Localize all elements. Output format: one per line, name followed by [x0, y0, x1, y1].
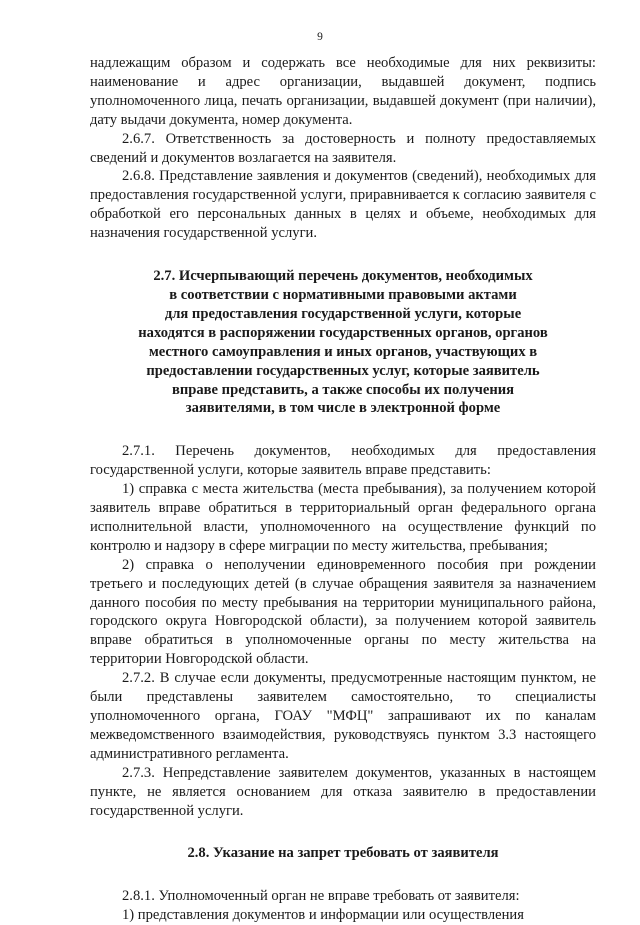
paragraph-2-7-2: 2.7.2. В случае если документы, предусмотренные настоящим пунктом, не были представлены заявителем самостоятельно, то специалисты уполномоченного органа, ГОАУ "МФЦ" запрашивают их по каналам межведомственного взаимодействия, руководствуясь пунктом 3.3 настоящего административного регламента. [90, 670, 596, 762]
page-number: 9 [317, 31, 323, 43]
paragraph-2-6-7: 2.6.7. Ответственность за достоверность и полноту предоставляемых сведений и документов возлагается на заявителя. [90, 130, 596, 166]
paragraph-2-8-1-item-1: 1) представления документов и информации или осуществления [122, 907, 524, 924]
heading-line: в соответствии с нормативными правовыми актами [169, 286, 517, 303]
heading-line: предоставлении государственных услуг, которые заявитель [146, 362, 540, 379]
section-heading-2-8: 2.8. Указание на запрет требовать от заявителя [187, 845, 499, 862]
paragraph-continuation: надлежащим образом и содержать все необходимые для них реквизиты: наименование и адрес организации, выдавшей документ, подпись уполномоченного лица, печать организации, выдавшей документ (при наличии), дату выдачи документа, номер документа. [90, 55, 596, 128]
list-item-1: 1) справка с места жительства (места пребывания), за получением которой заявитель вправе обратиться в территориальный орган федерального органа исполнительной власти, уполномоченного на осуществление функций по контролю и надзору в сфере миграции по месту жительства, пребывания; [90, 481, 596, 554]
heading-line: находятся в распоряжении государственных органов, органов [138, 324, 548, 341]
paragraph-2-7-1: 2.7.1. Перечень документов, необходимых для предоставления государственной услуги, которые заявитель вправе представить: [90, 443, 596, 479]
heading-line: заявителями, в том числе в электронной форме [185, 400, 501, 417]
heading-line: вправе представить, а также способы их получения [171, 381, 515, 398]
paragraph-2-8-1: 2.8.1. Уполномоченный орган не вправе требовать от заявителя: [122, 888, 520, 905]
heading-line: для предоставления государственной услуги, которые [164, 305, 522, 322]
paragraph-2-7-3: 2.7.3. Непредставление заявителем документов, указанных в настоящем пункте, не является основанием для отказа заявителю в предоставлении государственной услуги. [90, 764, 596, 819]
heading-line: 2.7. Исчерпывающий перечень документов, необходимых [153, 268, 533, 285]
heading-line: местного самоуправления и иных органов, участвующих в [148, 343, 538, 360]
document-body [90, 54, 596, 925]
paragraph-2-6-8: 2.6.8. Представление заявления и документов (сведений), необходимых для предоставления государственной услуги, приравнивается к согласию заявителя с обработкой его персональных данных в целях и объеме, необходимых для назначения государственной услуги. [90, 168, 596, 242]
section-heading-2-7 [90, 267, 596, 418]
list-item-2: 2) справка о неполучении единовременного пособия при рождении третьего и последующих детей (в случае обращения заявителя за назначением данного пособия по месту пребывания на территории муниципального района, городского округа Новгородской области), за получением которой заявитель вправе обратиться в уполномоченные органы по месту жительства на территории Новгородской области. [90, 556, 596, 668]
